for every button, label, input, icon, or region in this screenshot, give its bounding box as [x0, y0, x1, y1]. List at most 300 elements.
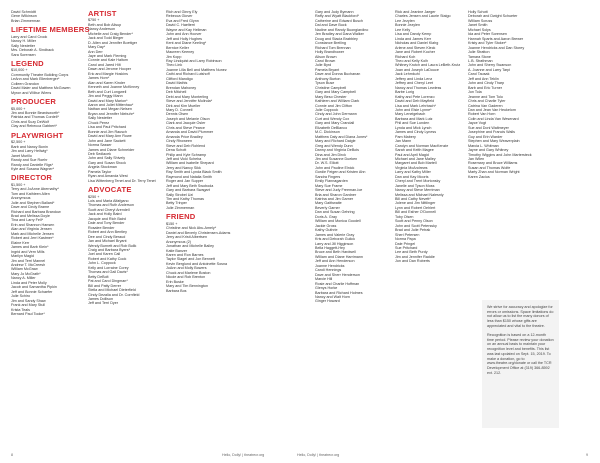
donor-name: Anthony Burton: [315, 76, 341, 81]
donor-name: Nicole and Rob Brenton: [166, 275, 206, 280]
donor-name: David Schmidtt: [11, 10, 36, 14]
donor-name: Larry and Kathy Miller: [395, 170, 431, 175]
donor-name: Kevin Berglund and Antoinette Sosna: [166, 261, 228, 266]
donor-name: Connie and Jim Clifton: [315, 103, 353, 108]
donor-name: Thomas and Gail Davis*: [88, 270, 128, 275]
donor-level-section: [11, 132, 77, 172]
donor-name: Erin and Shannon Hansen: [11, 222, 55, 227]
donor-name: Dan and Kay Mooris: [395, 174, 429, 179]
donor-name: Marcie Hill: [315, 277, 333, 282]
donor-name: Glenys Horke: [315, 286, 338, 291]
donor-name: Steve and Jennifer Mulinda*: [166, 99, 213, 104]
donor-name: Jeff and Holly Hughes: [166, 36, 203, 41]
donor-name: Marcia L. Whitman: [468, 143, 499, 148]
donor-name: Taylor Slagel and Jon Bennett: [166, 257, 215, 262]
donor-name: Jim and Sandy Shaw: [11, 298, 46, 303]
donor-note-recognition: Recognition is based on a 12-month time period. Please review your donation on an annual basis to maintain your recognition level and benefits. This list was last updated on Sept. 15, 2019. To make a donation, go to www.theatre.org/donate or call the TCR Development Office at (319) 366-8592 ext. 212.: [487, 333, 554, 375]
donor-level-heading: LIFETIME MEMBERS: [11, 25, 90, 35]
donor-name: Randy and Danielle Rigs*: [11, 162, 54, 167]
donor-name: Colin and Linda Van Wesenard: [468, 116, 519, 121]
donor-name: Robert and Ann Bentley: [88, 230, 127, 235]
donor-name: Pam Mabery: [395, 134, 416, 139]
donor-name: Nadine and Randy Buongiardino: [315, 27, 369, 32]
donor-name: Gary and Judy Bymann: [315, 10, 354, 14]
donor-name: Bonnie and Jim Rausch: [88, 129, 127, 134]
donor-name: Colleen Grandon: [11, 81, 39, 86]
donor-name: Jeff and Mary Beth Swoboda: [166, 183, 214, 188]
donor-name: William and Diane Harrimann: [315, 254, 363, 259]
donor-name: David Mathis: [166, 81, 188, 86]
donor-name: Dale Pringel: [395, 241, 416, 246]
donor-name: Catrina Van Gaderen: [468, 103, 503, 108]
donor-name: Elaine Kerr: [11, 240, 30, 245]
donor-name: Mrs. Deborah A. Sindback: [11, 48, 54, 53]
donor-name: Beverly Garner: [315, 205, 340, 210]
donor-name: Barbe Lorig: [395, 90, 415, 95]
donor-name: Cindy and John Dermann: [315, 112, 357, 117]
donor-name: Greg and Wendy Dunn: [315, 143, 353, 148]
donor-name: Anonymous: [11, 196, 31, 201]
donor-name: John and Cindy Tharp: [468, 81, 505, 86]
donor-name: Bernice Keller: [166, 45, 189, 50]
donor-name: Hannah Sparts and Aaron Brewer: [468, 36, 524, 41]
donor-name: Amanda Price Bradley: [166, 134, 203, 139]
donor-name: Beth and Curt Longwell: [88, 89, 127, 94]
donor-level-heading: DIRECTOR: [11, 173, 53, 183]
donor-name: Kathy Guthrie: [315, 228, 338, 233]
donor-name: Sarah and Keith Magee: [395, 148, 434, 153]
donor-name: Constance Breiling: [315, 41, 346, 46]
donor-name: William McGraw: [11, 267, 38, 272]
donor-name: John and Pauline Elnick: [315, 165, 355, 170]
donor-name: Dave and Cindy Brame: [11, 205, 50, 210]
donor-name: Julie Zimmerman: [166, 205, 195, 210]
donor-name: Mary Leneigebach: [395, 112, 426, 117]
donor-name: Connie and Kale Haltom: [88, 58, 128, 63]
page-number-left: 8: [11, 453, 13, 457]
donor-name: David Maier and Matthew McGowen: [11, 86, 71, 91]
donor-name: Frank and Mary Stull: [11, 303, 46, 308]
donor-name: Mary and Tim Bennington: [166, 284, 209, 289]
donor-name: Jerry and Kristi Albertsen: [166, 235, 207, 240]
donor-name: Jaye and Mark Fleming: [88, 54, 127, 59]
donor-name: James and Diane Schneider: [88, 147, 135, 152]
donor-name: Rebecca Glover: [166, 14, 193, 19]
donor-name: Larry and Carol Crook: [11, 34, 48, 39]
donor-name: Jeff and Vicki Scheba: [166, 156, 202, 161]
donor-name: Raffy and Wyatt Blackford*: [315, 14, 359, 19]
donor-name: James Horn*: [88, 76, 110, 81]
donor-name: Jackie Gross: [315, 223, 337, 228]
donor-name: Amanda and David Plummer: [166, 130, 214, 135]
donor-name: Thomas and Ruth Anderson: [88, 203, 134, 208]
donor-name: Christine Campbell: [315, 85, 347, 90]
donor-note-box: [482, 300, 559, 428]
donor-level-section: [88, 186, 156, 306]
donor-name: Rosalee Bender: [88, 225, 115, 230]
donor-level-amount: $250 +: [88, 194, 100, 199]
donor-name: Alan and Virginia Jensen: [11, 227, 52, 232]
intro-list: [11, 10, 77, 23]
donor-name: Cindy Dezalia and Dr. Cornfield: [88, 292, 140, 297]
donor-list: [11, 187, 77, 316]
donor-level-section: [11, 60, 77, 95]
donor-name: Cathi and Richard Lutshoff: [166, 72, 210, 77]
donor-name: Dan and Susan Gehring: [315, 210, 355, 215]
donor-name: Gary and Mary Crandall: [315, 121, 355, 126]
donor-name: Erin Buske: [166, 279, 184, 284]
donor-name: Kathy and Pete Lorenzo: [395, 94, 435, 99]
donor-name: Bill and Patty Derrer: [88, 283, 121, 288]
donor-name: Barbara and Mark Lutz: [395, 116, 433, 121]
donor-name: Angela Stockman: [88, 165, 117, 170]
donor-name: John and Sally Shively: [88, 156, 126, 161]
donor-name: Nancy Anderson: [88, 27, 116, 32]
donor-name: Jim and Peggy Mann: [88, 94, 123, 99]
donor-name: Dina and Jim Dirck: [315, 152, 346, 157]
donor-level-section: [11, 174, 77, 316]
donor-level-heading: LEGEND: [11, 59, 44, 69]
donor-name: Gary and Mary Campbell: [315, 90, 356, 95]
donor-name: Richard Koh: [395, 54, 416, 59]
donor-name: Jon Tola: [468, 90, 482, 95]
donor-name: Terry and JoAnne Abernathy*: [11, 187, 59, 192]
donor-list: [468, 10, 544, 179]
donor-name: Ray Smith and Lynda Black Smith: [166, 170, 222, 175]
donor-name: Jacob and Samantha Pipkin: [11, 285, 57, 290]
donor-name: Jeffrey and Cheryl Leet: [395, 81, 434, 86]
donor-name: James Dollison: [88, 297, 114, 301]
donor-name: Debi and Mary Monterling: [166, 94, 209, 99]
donor-name: Jonathan and Michelle Bailey: [166, 244, 214, 249]
column-2: [88, 10, 156, 306]
donor-name: Joan and Joseph LaDouce: [395, 67, 439, 72]
donor-name: David C. Haelterri: [166, 23, 196, 28]
donor-name: Community Theatre Building Corps: [11, 72, 69, 77]
donor-level-heading: FRIEND: [166, 212, 196, 222]
donor-name: Curt and Wendy Cox: [315, 116, 350, 121]
donor-name: William and Monica Goodell: [315, 219, 361, 224]
donor-name: John and Sherry Swanson: [468, 63, 512, 68]
donor-name: James and Barb Klein*: [11, 245, 49, 250]
donor-name: Dirk and Kim Mueller: [166, 103, 201, 108]
footer-text-left: Hello, Dolly! | theatrecr.org: [222, 453, 265, 457]
donor-name: Steve and Judy Freeman-Ice: [315, 188, 363, 193]
donor-name: Carolyn and Norman MacKenzie: [395, 143, 449, 148]
donor-name: Marilyn Magid: [11, 254, 34, 259]
donor-name: Melissa and Michael Nalesnly: [395, 192, 444, 197]
donor-name: Beth and Bob Allsup: [88, 22, 122, 27]
donor-name: Dan and Jean Van Heukelom: [468, 107, 516, 112]
donor-name: Sally Strobel Uzi: [166, 192, 194, 197]
donor-level-heading: PLAYWRIGHT: [11, 130, 64, 140]
donor-name: Danny and Virginia DeBois: [315, 148, 360, 153]
donor-name: Bill and Cathy Nevett*: [395, 197, 431, 202]
donor-name: John and Scott Peterssky: [395, 223, 437, 228]
donor-name: Norma Papa: [395, 237, 416, 242]
donor-name: Alison Brown: [315, 54, 337, 59]
donor-name: Michelle and Craig Bender*: [88, 31, 133, 36]
donor-name: Robert Van Horn: [468, 112, 496, 117]
donor-name: Mark and Michelle Jensen: [11, 231, 54, 236]
donor-name: James and Cindy Lyness: [395, 130, 437, 135]
donor-name: Lynn and Robert Oehlert: [395, 205, 436, 210]
donor-name: Lisa and Paul Pritchard: [88, 125, 127, 130]
donor-name: Robert and Kathy Cook: [88, 256, 127, 261]
donor-name: Kris and Deborah Gulick: [315, 237, 355, 242]
donor-name: Jerry and Nancy Sikk: [166, 165, 201, 170]
page-number-right: 9: [586, 453, 588, 457]
donor-name: Dena Schott: [166, 148, 187, 153]
donor-name: Janet Smith: [468, 23, 488, 28]
donor-name: Theo Link: [166, 63, 183, 68]
donor-name: Lisa and Mark Lehrbach*: [395, 103, 436, 108]
donor-name: Dr. W.S. Elliott: [315, 161, 339, 166]
donor-name: Eric and Margie Hoskins: [88, 71, 128, 76]
donor-name: Catherine and Edward Busch: [315, 18, 363, 23]
donor-name: Katie Banzer: [166, 248, 188, 253]
donor-name: Roger and Jan Supper: [166, 179, 204, 184]
donor-name: Philip and Kyle Schramp: [166, 152, 207, 157]
donor-name: Dennis Olsen: [166, 112, 189, 117]
donor-level-heading: ARTIST: [88, 9, 117, 18]
donor-name: Deb Mitchell: [166, 90, 187, 95]
donor-name: M.C. Dickinson: [315, 130, 340, 135]
donor-name: Virginia McAndrews: [395, 165, 428, 170]
donor-name: Pamela Bryant: [315, 67, 340, 72]
donor-list: [315, 10, 385, 304]
donor-name: Ryan and Amanda West: [88, 174, 128, 179]
donor-name: Gordie Feigen and Kristen Ahn: [315, 170, 366, 175]
donor-name: Katrina and Jim Garner: [315, 197, 354, 202]
donor-name: Arlene and Steven Kleck: [395, 45, 436, 50]
donor-name: Richard and Barbara Brandow: [11, 209, 61, 214]
donor-list: [88, 199, 156, 306]
donor-name: Julie Coppock: [315, 107, 339, 112]
donor-name: Kyle and Susana Wagner*: [11, 166, 55, 171]
donor-level-section: [11, 98, 77, 129]
donor-name: Dave and Donna Buchanan: [315, 72, 361, 77]
donor-name: Dave and Sherr Henderson: [315, 272, 360, 277]
donor-name: Ray Lindquist and Larry Robinson: [166, 58, 222, 63]
donor-name: Jack and Todd Bieger: [88, 36, 124, 41]
donor-name: Ann Derr: [88, 49, 103, 54]
donor-name: Lee and Beth Purdy: [395, 250, 428, 255]
donor-list: [88, 23, 156, 183]
donor-name: Eva and Fred Glynn: [166, 18, 199, 23]
donor-name: Craig and Barbara Byers*: [88, 248, 131, 253]
donor-name: Bruce and Beth Hardwell: [315, 250, 356, 255]
donor-name: Bill and Esther O'Donnell: [395, 210, 436, 215]
donor-name: Jim and Bonnie Beardsworth*: [11, 111, 60, 116]
donor-name: Theo and Kelly Kolh: [395, 58, 429, 63]
donor-name: Sheri Petersen: [395, 232, 420, 237]
donor-name: William Scruss: [468, 18, 493, 23]
donor-level-heading: ADVOCATE: [88, 185, 132, 195]
donor-list: [11, 145, 77, 172]
donor-name: Betty Trinper: [166, 201, 187, 206]
donor-name: Holly Brandhower: [315, 50, 345, 55]
donor-name: Margaret and Bob Martell: [395, 161, 437, 166]
donor-name: Jeff and Terri Dyer: [88, 301, 118, 306]
donor-name: Jon and Dan Roberts: [395, 259, 430, 264]
donor-name: Jeanne and Tom Tolo: [468, 94, 503, 99]
donor-level-amount: $150 +: [166, 221, 178, 226]
donor-name: Paul and April Magid: [395, 152, 429, 157]
donor-level-amount: $10,000 +: [11, 68, 28, 73]
donor-name: Lois and Maria Alfafgano: [88, 199, 129, 204]
donor-name: Richard Tom Brennan: [315, 45, 351, 50]
donor-name: Jim and Jennifer Raddie: [395, 254, 435, 259]
donor-name: Nathan and Megan Nelsen: [88, 107, 132, 112]
donor-name: Tyson Buse: [315, 81, 335, 86]
donor-name: Christine and Nick Abu-Amely*: [166, 226, 217, 231]
donor-name: Scott and Cheryl Arendell: [88, 207, 130, 212]
donor-name: Michael Solys: [468, 27, 491, 32]
donor-name: Ingrid and Vern Mills: [11, 249, 45, 254]
donor-name: JoAnn and Molly Bowers: [166, 266, 207, 271]
donor-level-section: [88, 10, 156, 183]
donor-name: Rosie and Charlie Hoffman: [315, 281, 360, 286]
donor-name: Barbara and Richard Holmes: [315, 290, 363, 295]
donor-name: Stephen and Mary Weaverplain: [468, 139, 520, 144]
donor-name: Joel and Karen Call: [88, 252, 121, 257]
donor-name: Marty Zhan and Norman Wright: [468, 170, 520, 175]
donor-name: Jack and Holly Baird: [88, 212, 122, 217]
donor-name: Whitney Krutch and Laura LeBeth-Krutz: [395, 63, 461, 68]
donor-name: Tina and Larry Fell*: [11, 218, 44, 223]
donor-name: Betty DeBolt: [88, 274, 109, 279]
donor-name: Timothy Wiggins and John Martersteck: [468, 152, 532, 157]
donor-name: William and Isabelle Shepard: [166, 161, 214, 166]
donor-name: Jen Bradley and Dana Walker: [315, 32, 364, 37]
donor-name: Tim and Kathy Thomas: [166, 197, 204, 202]
donor-name: Joseph and Melanie Olson: [166, 116, 210, 121]
donor-list: [11, 111, 77, 129]
donor-name: Chris and Suzy DeWolf: [11, 119, 50, 124]
donor-name: Julie Byrd: [315, 63, 332, 68]
donor-level-amount: $750 +: [88, 18, 100, 23]
column-1: [11, 10, 90, 316]
donor-name: Julie and Stephen Ballard*: [11, 200, 55, 205]
donor-name: Bria and Sharon Gardner: [315, 192, 357, 197]
donor-name: Cheryl and Trent Mortonsky: [395, 179, 441, 184]
donor-name: Lisa Wittenberg Tenet and Dr. Terry Tenet: [88, 178, 156, 183]
donor-name: Dale and Tony Bender: [88, 221, 125, 226]
donor-name: Carol Brown: [315, 58, 336, 63]
donor-name: Maureen Keeney: [166, 50, 195, 55]
donor-name: Kelly and Lorraine Corey: [88, 265, 129, 270]
donor-name: Pat and Carol Dingman*: [88, 279, 128, 284]
donor-name: Holly Schott: [468, 10, 488, 14]
donor-name: Larry and Jill Higginson: [315, 241, 354, 246]
donor-name: Lisa and Dandy Kemp: [395, 32, 432, 37]
donor-name: Mary and Richard Daigle: [315, 139, 356, 144]
donor-name: John L. Coppock: [88, 261, 116, 266]
column-4: [315, 10, 385, 304]
donor-level-amount: $5,000 +: [11, 106, 26, 111]
donor-name: Jim and Terri Mannel: [11, 258, 46, 263]
donor-name: Mary Beso Chester: [315, 94, 347, 99]
donor-name: Sue and Doni Waltmeyer: [468, 125, 509, 130]
donor-name: Linda and James Kerr: [395, 36, 432, 41]
column-5: [395, 10, 465, 264]
donor-name: Jeff and Ann Henderson: [315, 259, 355, 264]
donor-name: Jim and Larry Hellwig*: [11, 149, 48, 154]
donor-name: Brad and Melissa Doyle: [11, 213, 50, 218]
column-3: [166, 10, 236, 293]
donor-name: Sandra Fingers: [315, 174, 341, 179]
donor-name: Josephine and Francis Walls: [468, 130, 516, 135]
donor-name: Bernard Paul Tooke*: [11, 311, 45, 316]
donor-name: Michael and Jane Malley: [395, 156, 436, 161]
donor-name: Sara Sorensen: [11, 52, 36, 57]
donor-name: Julie Schiro: [11, 294, 31, 299]
donor-name: Matthew Daly and Diana Jones*: [315, 134, 368, 139]
donor-name: John and Ann Hoover: [166, 32, 202, 37]
donor-name: Jeffery and Linda Lenz: [395, 76, 433, 81]
donor-name: Aaron and Juliet Mittenhau*: [88, 103, 134, 108]
donor-name: Doug and Stacia Brabbley: [315, 36, 358, 41]
donor-name: Phil and Sue Lunden: [395, 121, 430, 126]
donor-name: Myron and Wilbur Wiens: [11, 90, 52, 95]
donor-name: Pamela Taylor: [88, 169, 112, 174]
donor-level-heading: PRODUCER: [11, 97, 57, 107]
donor-name: Joanne Hendricks and Dan Storey: [468, 45, 525, 50]
donor-name: Jack Lehmkuhl: [395, 72, 420, 77]
donor-name: Charles Jensen and Laurie Staigo: [395, 14, 451, 19]
donor-name: Tamara Stone: [468, 54, 491, 59]
donor-name: Rich and Ginny Ely: [166, 10, 198, 14]
donor-name: Brad and Julie Petrak: [395, 228, 431, 233]
donor-name: David and Deb Mayfield: [395, 99, 435, 104]
donor-name: Barb and Nancy Bonin: [11, 144, 48, 149]
donor-name: Jeff and Ann Teklin: [468, 76, 499, 81]
donor-name: Julie Stratton: [468, 50, 490, 55]
donor-name: Wendy Burnett and Rob Bulik: [88, 243, 137, 248]
donor-name: Steve and Deb Rohlend: [166, 143, 206, 148]
donor-name: Kenneth and Joanne McKinney: [88, 85, 140, 90]
donor-name: Clark and Jacquie Osler: [166, 121, 206, 126]
footer-text-right: Hello, Dolly! | theatrecr.org: [297, 453, 340, 457]
donor-name: Stella and Michael Dieterfield: [88, 288, 136, 293]
donor-name: Bonnie Jezylen: [395, 23, 421, 28]
column-6: [468, 10, 544, 179]
donor-name: Lynda and Mick Lynch: [395, 125, 432, 130]
donor-name: Daniel and Beverly Christensen-Adams: [166, 230, 231, 235]
donor-name: Kathleen and William Clark: [315, 99, 360, 104]
donor-name: Nancy and Walt Horn: [315, 295, 350, 299]
donor-list: [166, 10, 236, 210]
donor-name: Jayne and Gary Whitney: [468, 148, 509, 153]
donor-name: Joanne Lilla Bell and Matthew Nunez: [166, 67, 227, 72]
donor-level-section: [166, 213, 236, 293]
donor-name: John and Jane Sackett: [88, 138, 126, 143]
donor-level-amount: $1,500 +: [11, 182, 26, 187]
donor-list: [11, 73, 77, 95]
donor-name: Kent and Diane Keeling*: [166, 41, 207, 46]
donor-list: [11, 35, 77, 57]
donor-name: Kristy and Tyler Stoker*: [468, 41, 507, 46]
donor-name: Gary and Susan Shock: [88, 160, 126, 165]
donor-name: Lee Kelly: [395, 27, 411, 32]
donor-name: Andrew T. McCreesh: [11, 262, 46, 267]
donor-name: Krista Teals: [11, 307, 30, 312]
donor-name: Barbara Bos: [166, 288, 187, 293]
donor-name: Gene Wilkinson: [11, 14, 37, 19]
donor-name: Jan Mann: [395, 139, 412, 144]
donor-note-accuracy: We strive for accuracy and apologize for errors or omissions. Space limitations do not allow us to list the many donors of less than $150 whose gifts are appreciated and vital to the theatre.: [487, 305, 554, 328]
